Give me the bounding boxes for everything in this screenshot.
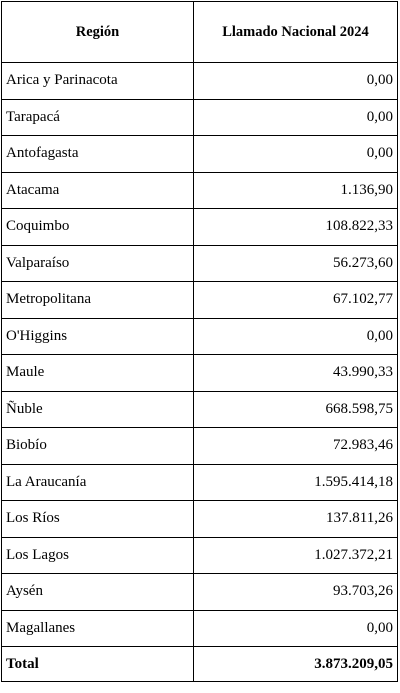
region-cell: Los Ríos: [2, 501, 194, 538]
table-row: [2, 574, 398, 611]
header-region: Región: [2, 2, 194, 63]
total-label: Total: [2, 647, 194, 682]
region-cell: Arica y Parinacota: [2, 63, 194, 100]
region-cell: Los Lagos: [2, 537, 194, 574]
value-cell: 0,00: [194, 99, 398, 136]
value-cell: 0,00: [194, 610, 398, 647]
value-cell: 93.703,26: [194, 574, 398, 611]
table-row: [2, 63, 398, 100]
table-row: [2, 99, 398, 136]
value-cell: 108.822,33: [194, 209, 398, 246]
region-cell: Metropolitana: [2, 282, 194, 319]
value-cell: 0,00: [194, 318, 398, 355]
region-cell: Magallanes: [2, 610, 194, 647]
value-cell: 668.598,75: [194, 391, 398, 428]
table-row: [2, 464, 398, 501]
table-row: [2, 391, 398, 428]
table-row: [2, 501, 398, 538]
region-cell: Antofagasta: [2, 136, 194, 173]
region-cell: Ñuble: [2, 391, 194, 428]
value-cell: 0,00: [194, 136, 398, 173]
region-cell: La Araucanía: [2, 464, 194, 501]
total-row: [2, 647, 398, 682]
region-cell: Valparaíso: [2, 245, 194, 282]
table-row: [2, 172, 398, 209]
region-cell: Tarapacá: [2, 99, 194, 136]
table-row: [2, 610, 398, 647]
value-cell: 1.136,90: [194, 172, 398, 209]
header-llamado-nacional: Llamado Nacional 2024: [194, 2, 398, 63]
region-cell: Maule: [2, 355, 194, 392]
value-cell: 1.027.372,21: [194, 537, 398, 574]
region-cell: Atacama: [2, 172, 194, 209]
table-row: [2, 355, 398, 392]
value-cell: 43.990,33: [194, 355, 398, 392]
value-cell: 67.102,77: [194, 282, 398, 319]
value-cell: 72.983,46: [194, 428, 398, 465]
table-row: [2, 136, 398, 173]
region-cell: Aysén: [2, 574, 194, 611]
table-row: [2, 209, 398, 246]
value-cell: 56.273,60: [194, 245, 398, 282]
table-row: [2, 537, 398, 574]
table-row: [2, 245, 398, 282]
table-row: [2, 318, 398, 355]
table-row: [2, 428, 398, 465]
value-cell: 137.811,26: [194, 501, 398, 538]
region-cell: Coquimbo: [2, 209, 194, 246]
table-row: [2, 282, 398, 319]
total-value: 3.873.209,05: [194, 647, 398, 682]
region-cell: Biobío: [2, 428, 194, 465]
region-funding-table: [1, 1, 398, 682]
value-cell: 1.595.414,18: [194, 464, 398, 501]
region-cell: O'Higgins: [2, 318, 194, 355]
header-row: [2, 2, 398, 63]
value-cell: 0,00: [194, 63, 398, 100]
